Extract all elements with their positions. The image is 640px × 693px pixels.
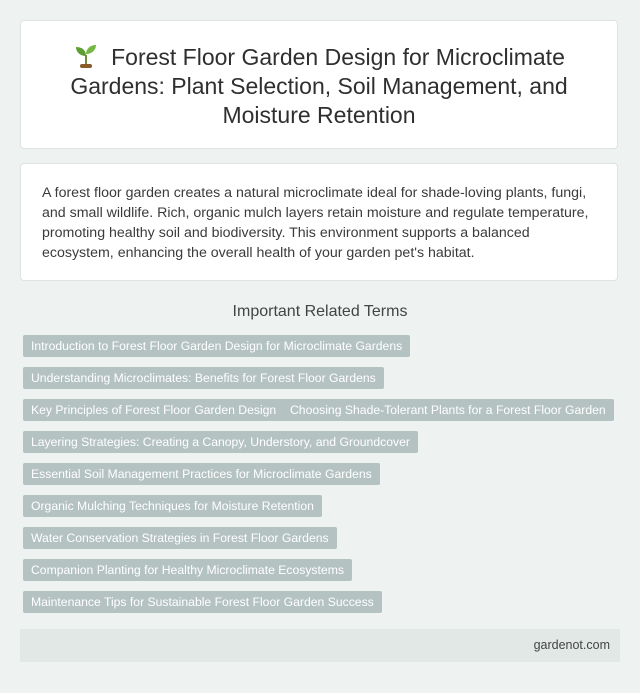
related-term-tag[interactable]: Layering Strategies: Creating a Canopy, Understory, and Groundcover [23,431,418,453]
intro-text: A forest floor garden creates a natural microclimate ideal for shade-loving plants, fungi, and small wildlife. Rich, organic mulch layers retain moisture and regulate temperature, promoting healthy soil and biodiversity. This environment supports a balanced ecosystem, enhancing the overall health of your garden pet's habitat. [42,185,589,261]
related-term-tag[interactable]: Companion Planting for Healthy Microclimate Ecosystems [23,559,352,581]
seedling-icon [73,44,99,68]
related-term-tag[interactable]: Key Principles of Forest Floor Garden Design [23,399,284,421]
related-terms-heading: Important Related Terms [232,303,408,320]
title-card [20,20,618,149]
related-term-tag[interactable]: Water Conservation Strategies in Forest Floor Gardens [23,527,337,549]
related-term-tag[interactable]: Maintenance Tips for Sustainable Forest Floor Garden Success [23,591,382,613]
related-term-tag[interactable]: Understanding Microclimates: Benefits for Forest Floor Gardens [23,367,384,389]
related-term-tag[interactable]: Organic Mulching Techniques for Moisture Retention [23,495,322,517]
footer-site-link[interactable]: gardenot.com [533,638,610,652]
related-term-tag[interactable]: Choosing Shade-Tolerant Plants for a Forest Floor Garden [282,399,614,421]
related-term-tag[interactable]: Essential Soil Management Practices for Microclimate Gardens [23,463,380,485]
intro-card [20,163,618,281]
footer [20,629,620,662]
title-text: Forest Floor Garden Design for Microclimate Gardens: Plant Selection, Soil Management, and Moisture Retention [70,44,568,128]
page-title [51,43,587,130]
related-term-tag[interactable]: Introduction to Forest Floor Garden Design for Microclimate Gardens [23,335,410,357]
